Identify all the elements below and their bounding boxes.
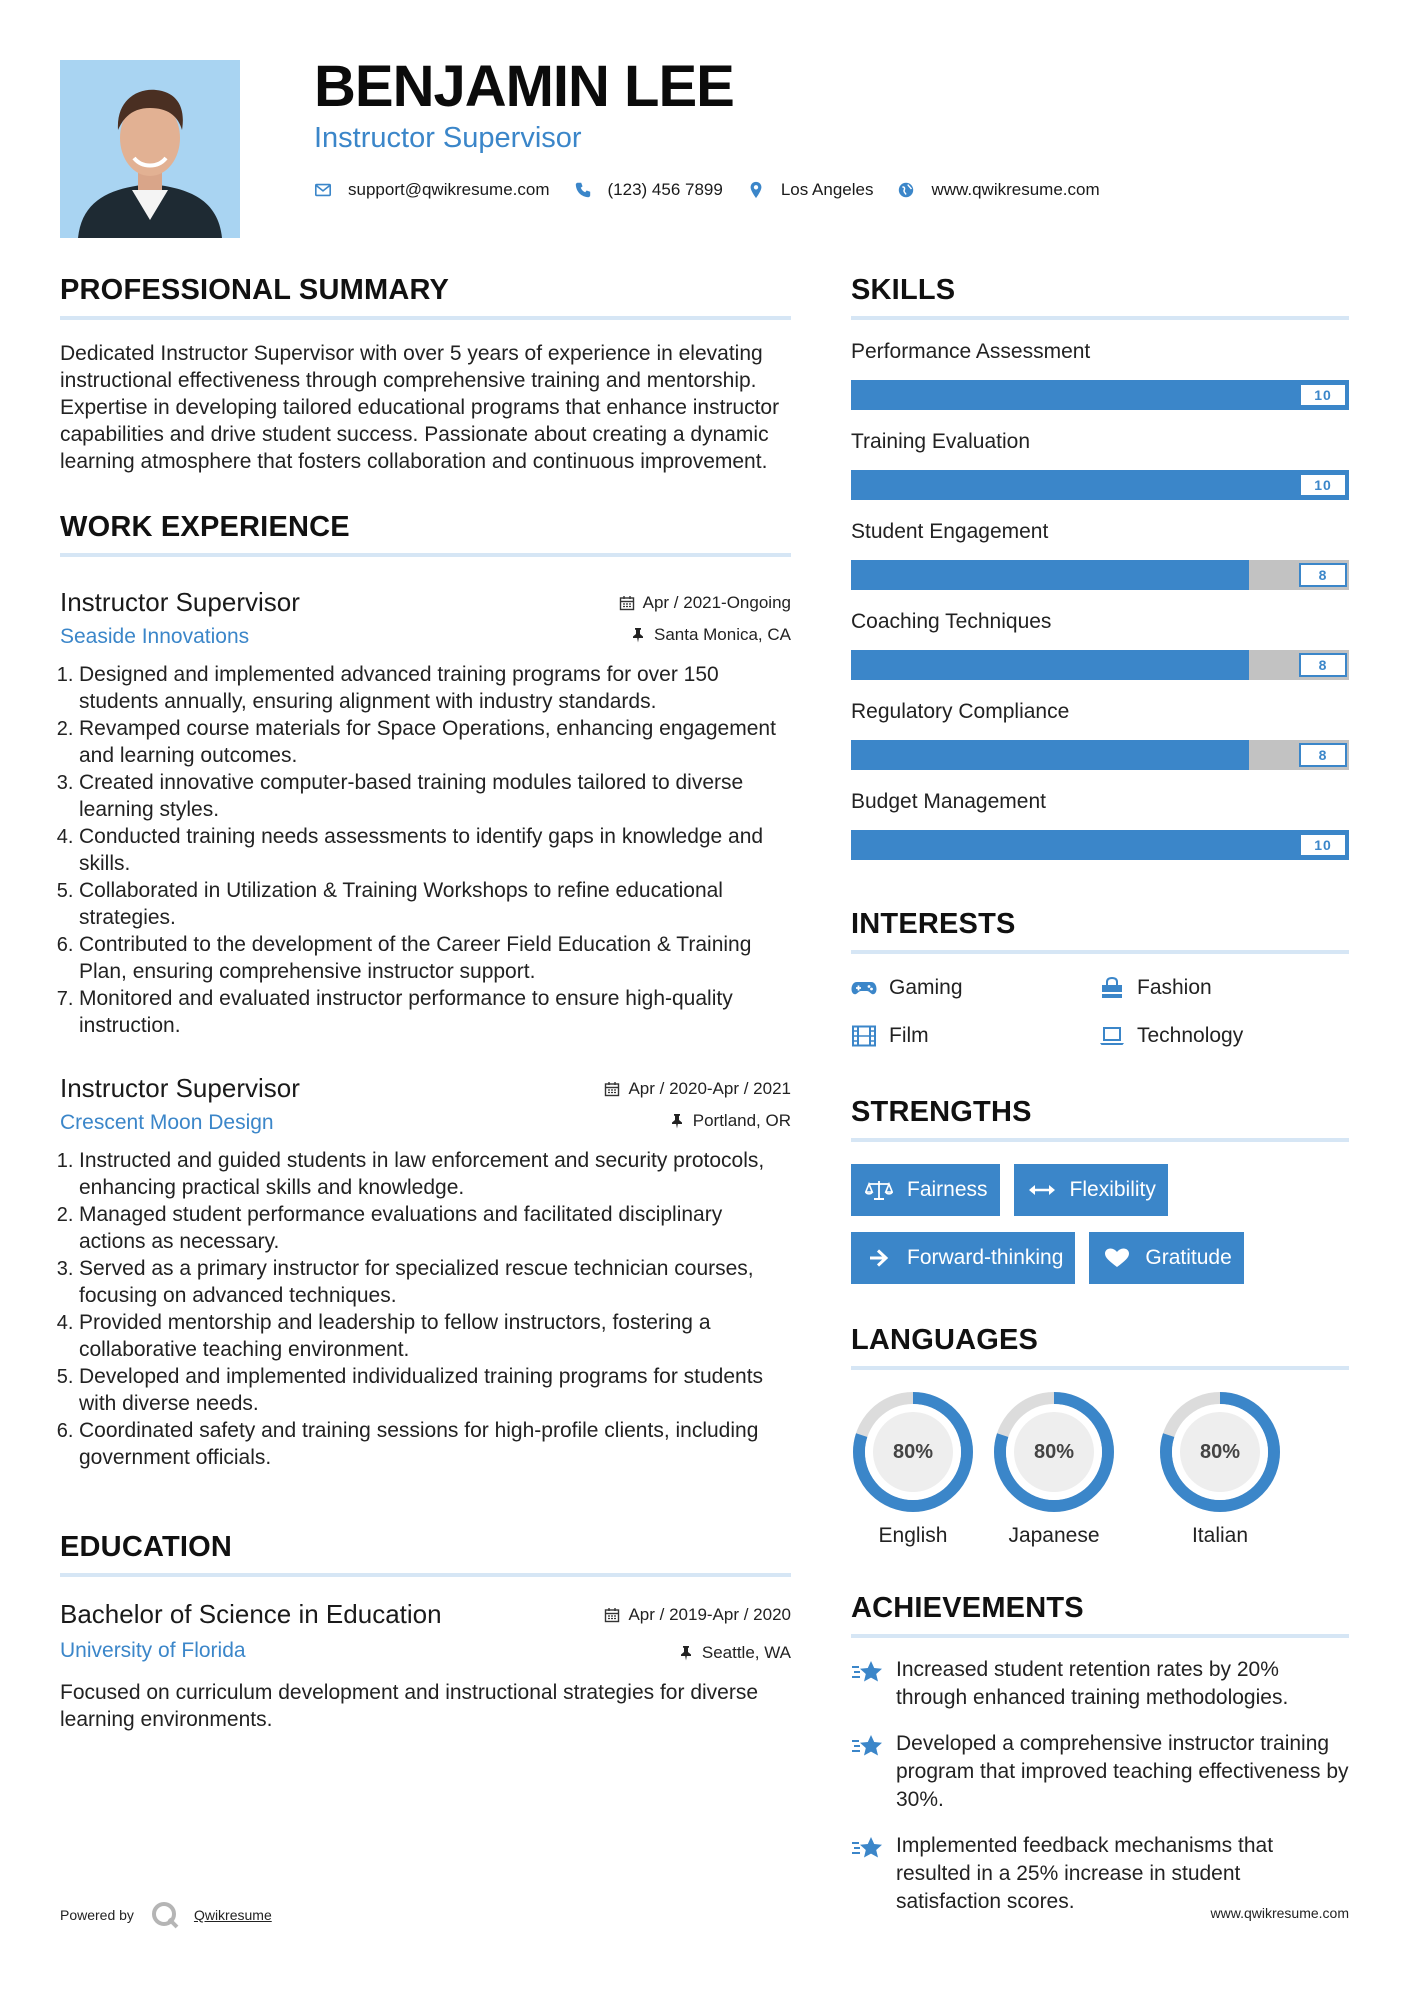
globe-icon	[897, 181, 915, 199]
interest-label: Gaming	[889, 976, 963, 999]
qwikresume-logo-icon	[150, 1900, 180, 1930]
job-dates-text: Apr / 2021-Ongoing	[642, 593, 791, 612]
pushpin-icon	[678, 1645, 694, 1661]
skill-name: Coaching Techniques	[851, 610, 1052, 633]
job-bullets	[60, 661, 791, 1039]
strength-chip	[1089, 1232, 1243, 1284]
calendar-icon	[604, 1607, 620, 1623]
star-badge-icon	[851, 1732, 885, 1760]
contact-phone[interactable]	[574, 180, 723, 200]
languages-heading: LANGUAGES	[851, 1326, 1349, 1370]
education-heading: EDUCATION	[60, 1533, 791, 1577]
job-location	[619, 623, 791, 647]
list-item: 3. Served as a primary instructor for specialized rescue technician courses, focusing on advanced techniques.	[79, 1255, 791, 1309]
education-dates-text: Apr / 2019-Apr / 2020	[628, 1605, 791, 1624]
strength-label: Flexibility	[1069, 1178, 1156, 1201]
job-entry	[60, 587, 791, 1039]
location-text: Los Angeles	[780, 180, 874, 199]
job-location	[604, 1109, 791, 1133]
skill-bar	[851, 830, 1349, 860]
contact-email[interactable]	[314, 180, 550, 200]
language-item	[851, 1390, 971, 1548]
strengths-list	[851, 1164, 1349, 1284]
skill-name: Training Evaluation	[851, 430, 1030, 453]
skill-item	[851, 790, 1349, 860]
achievements-list	[851, 1656, 1349, 1916]
interest-item	[851, 1022, 1099, 1050]
list-item: 1. Designed and implemented advanced training programs for over 150 students annually, ensuring alignment with industry standards.	[79, 661, 791, 715]
candidate-title: Instructor Supervisor	[314, 122, 582, 154]
education-description: Focused on curriculum development and instructional strategies for diverse learning environments.	[60, 1681, 759, 1731]
strength-label: Gratitude	[1145, 1246, 1232, 1269]
job-dates-text: Apr / 2020-Apr / 2021	[628, 1079, 791, 1098]
skill-bar-fill	[851, 830, 1349, 860]
right-column	[851, 276, 1349, 1916]
balance-scale-icon	[865, 1179, 893, 1201]
list-item: 4. Provided mentorship and leadership to fellow instructors, fostering a collaborative teaching environment.	[79, 1309, 791, 1363]
film-icon	[851, 1025, 877, 1047]
language-name: Japanese	[1008, 1524, 1100, 1547]
achievement-text: Developed a comprehensive instructor training program that improved teaching effectiveness by 30%.	[896, 1732, 1349, 1811]
qwikresume-link[interactable]: Qwikresume	[193, 1907, 272, 1923]
contact-location	[747, 180, 874, 200]
list-item: 7. Monitored and evaluated instructor performance to ensure high-quality instruction.	[79, 985, 791, 1039]
skill-name: Student Engagement	[851, 520, 1049, 543]
skills-heading: SKILLS	[851, 276, 1349, 320]
strength-chip	[851, 1232, 1075, 1284]
job-entry	[60, 1073, 791, 1471]
interest-item	[851, 974, 1099, 1002]
skill-score: 10	[1299, 833, 1347, 857]
powered-by-text: Powered by	[60, 1907, 134, 1923]
skill-score: 8	[1299, 653, 1347, 677]
footer-website[interactable]: www.qwikresume.com	[1210, 1905, 1349, 1921]
achievement-item	[851, 1656, 1349, 1712]
language-item	[971, 1390, 1137, 1548]
skill-bar-fill	[851, 470, 1349, 500]
contact-bar	[314, 178, 1124, 202]
skill-bar-fill	[851, 740, 1249, 770]
experience-heading: WORK EXPERIENCE	[60, 513, 791, 557]
arrow-right-icon	[865, 1247, 893, 1269]
list-item: 4. Conducted training needs assessments to identify gaps in knowledge and skills.	[79, 823, 791, 877]
skill-bar-fill	[851, 560, 1249, 590]
degree-title: Bachelor of Science in Education	[60, 1599, 442, 1629]
footer-powered-by	[60, 1900, 272, 1930]
achievement-item	[851, 1832, 1349, 1916]
skill-bar	[851, 740, 1349, 770]
skill-item	[851, 520, 1349, 590]
gamepad-icon	[851, 977, 877, 999]
job-dates	[604, 1077, 791, 1101]
skill-score: 8	[1299, 743, 1347, 767]
achievement-text: Increased student retention rates by 20% through enhanced training methodologies.	[896, 1658, 1289, 1709]
star-badge-icon	[851, 1658, 885, 1686]
skill-bar	[851, 560, 1349, 590]
contact-website[interactable]	[897, 180, 1099, 200]
education-location	[604, 1641, 791, 1665]
skill-name: Budget Management	[851, 790, 1046, 813]
skill-name: Performance Assessment	[851, 340, 1091, 363]
pushpin-icon	[669, 1113, 685, 1129]
interest-label: Film	[889, 1024, 929, 1047]
job-title: Instructor Supervisor	[60, 1073, 300, 1103]
strength-label: Fairness	[907, 1178, 988, 1201]
list-item: 5. Collaborated in Utilization & Training Workshops to refine educational strategies.	[79, 877, 791, 931]
language-item	[1137, 1390, 1303, 1548]
skill-item	[851, 340, 1349, 410]
calendar-icon	[604, 1081, 620, 1097]
list-item: 6. Coordinated safety and training sessions for high-profile clients, including government officials.	[79, 1417, 791, 1471]
list-item: 3. Created innovative computer-based training modules tailored to diverse learning styles.	[79, 769, 791, 823]
list-item: 6. Contributed to the development of the Career Field Education & Training Plan, ensuring comprehensive instructor support.	[79, 931, 791, 985]
strength-chip	[851, 1164, 1000, 1216]
skills-list	[851, 340, 1349, 860]
website-text: www.qwikresume.com	[931, 180, 1100, 199]
profile-photo	[60, 60, 240, 238]
strength-chip	[1014, 1164, 1168, 1216]
skill-bar	[851, 650, 1349, 680]
skill-item	[851, 430, 1349, 500]
left-column	[60, 276, 791, 1733]
education-dates	[604, 1603, 791, 1627]
interests-list	[851, 974, 1349, 1050]
education-entry	[60, 1599, 791, 1733]
language-percent: 80%	[1033, 1440, 1075, 1463]
skill-score: 10	[1299, 383, 1347, 407]
language-percent: 80%	[892, 1440, 934, 1463]
school-name: University of Florida	[60, 1639, 246, 1662]
education-location-text: Seattle, WA	[701, 1643, 791, 1662]
strength-label: Forward-thinking	[907, 1246, 1064, 1269]
star-badge-icon	[851, 1834, 885, 1862]
language-name: Italian	[1191, 1524, 1249, 1547]
skill-bar-fill	[851, 380, 1349, 410]
job-dates	[619, 591, 791, 615]
job-bullets	[60, 1147, 791, 1471]
achievement-text: Implemented feedback mechanisms that resulted in a 25% increase in student satisfaction scores.	[896, 1834, 1274, 1913]
shopping-bag-icon	[1099, 977, 1125, 999]
interests-heading: INTERESTS	[851, 910, 1349, 954]
list-item: 5. Developed and implemented individualized training programs for students with diverse needs.	[79, 1363, 791, 1417]
job-location-text: Portland, OR	[692, 1111, 791, 1130]
skill-score: 8	[1299, 563, 1347, 587]
person-portrait-icon	[60, 60, 240, 238]
skill-bar	[851, 380, 1349, 410]
phone-icon	[574, 181, 592, 199]
email-text: support@qwikresume.com	[348, 180, 550, 199]
laptop-icon	[1099, 1025, 1125, 1047]
language-name: English	[878, 1524, 948, 1547]
job-title: Instructor Supervisor	[60, 587, 300, 617]
list-item: 2. Revamped course materials for Space Operations, enhancing engagement and learning outcomes.	[79, 715, 791, 769]
achievements-heading: ACHIEVEMENTS	[851, 1594, 1349, 1638]
job-location-text: Santa Monica, CA	[653, 625, 791, 644]
list-item: 1. Instructed and guided students in law enforcement and security protocols, enhancing practical skills and knowledge.	[79, 1147, 791, 1201]
heart-icon	[1103, 1247, 1131, 1269]
arrows-horizontal-icon	[1028, 1179, 1056, 1201]
interest-label: Technology	[1137, 1024, 1244, 1047]
candidate-name: BENJAMIN LEE	[314, 54, 734, 119]
skill-item	[851, 700, 1349, 770]
map-pin-icon	[747, 181, 765, 199]
job-company: Seaside Innovations	[60, 625, 250, 648]
summary-text: Dedicated Instructor Supervisor with over 5 years of experience in elevating instructional effectiveness through comprehensive training and mentorship. Expertise in developing tailored educational programs that enhance instructor capabilities and drive student success. Passionate about creating a dynamic learning atmosphere that fosters collaboration and continuous improvement.	[60, 342, 780, 473]
skill-item	[851, 610, 1349, 680]
envelope-icon	[314, 181, 332, 199]
strengths-heading: STRENGTHS	[851, 1098, 1349, 1142]
interest-item	[1099, 974, 1349, 1002]
skill-bar	[851, 470, 1349, 500]
language-percent: 80%	[1199, 1440, 1241, 1463]
phone-text: (123) 456 7899	[607, 180, 723, 199]
skill-bar-fill	[851, 650, 1249, 680]
pushpin-icon	[630, 627, 646, 643]
skill-name: Regulatory Compliance	[851, 700, 1070, 723]
languages-list	[851, 1390, 1349, 1548]
interest-item	[1099, 1022, 1349, 1050]
list-item: 2. Managed student performance evaluations and facilitated disciplinary actions as necessary.	[79, 1201, 791, 1255]
job-company: Crescent Moon Design	[60, 1111, 274, 1134]
achievement-item	[851, 1730, 1349, 1814]
skill-score: 10	[1299, 473, 1347, 497]
calendar-icon	[619, 595, 635, 611]
interest-label: Fashion	[1137, 976, 1212, 999]
summary-heading: PROFESSIONAL SUMMARY	[60, 276, 791, 320]
